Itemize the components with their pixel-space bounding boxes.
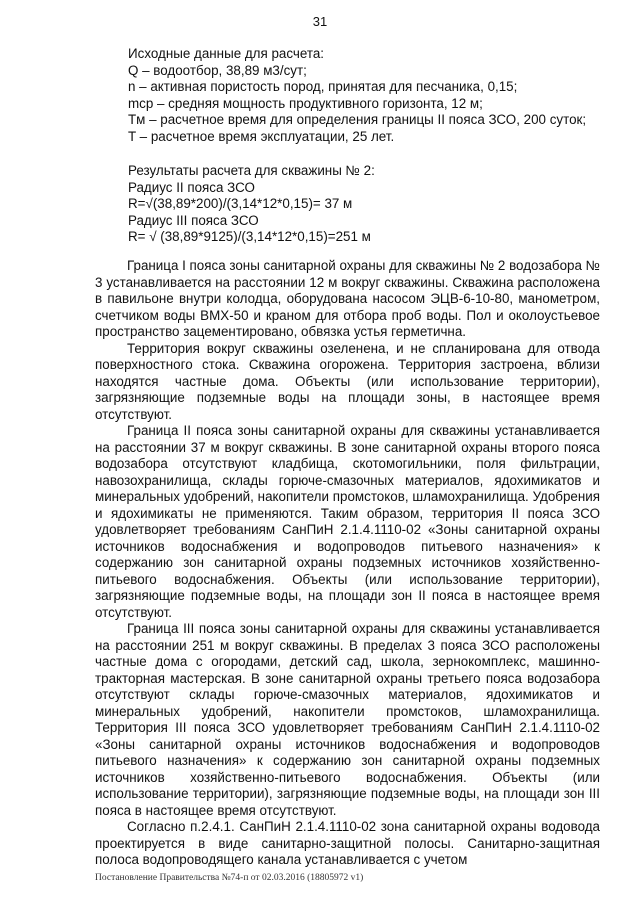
input-data-line: mср – средняя мощность продуктивного горизонта, 12 м; (128, 95, 483, 111)
results-line: Радиус III пояса ЗСО (128, 212, 259, 228)
paragraph-territory: Территория вокруг скважины озеленена, и не спланирована для отвода поверхностного стока. Скважина огорожена. Территория застроена, вблизи находятся частные дома. Объекты (или использование территории), загрязняющие подземные воды на площади зоны, в настоящее время отсутствуют. (95, 340, 600, 422)
page-number: 31 (312, 14, 328, 29)
results-block (128, 163, 598, 246)
input-data-line: Tм – расчетное время для определения границы II пояса ЗСО, 200 суток; (128, 112, 587, 128)
paragraph-water-conduit: Согласно п.2.4.1. СанПиН 2.1.4.1110-02 зона санитарной охраны водовода проектируется в виде санитарно-защитной полосы. Санитарно-защитная полоса водопроводящего канала устанавливается с учетом (95, 819, 600, 867)
input-data-block (128, 46, 598, 146)
results-heading: Результаты расчета для скважины № 2: (128, 163, 375, 178)
input-data-line: Q – водоотбор, 38,89 м3/сут; (128, 62, 307, 78)
results-line: Радиус II пояса ЗСО (128, 179, 255, 195)
input-data-line: T – расчетное время эксплуатации, 25 лет. (128, 128, 395, 144)
paragraph-zone-3: Граница III пояса зоны санитарной охраны для скважины устанавливается на расстоянии 251 м вокруг скважины. В пределах 3 пояса ЗСО расположены частные дома с огородами, детский сад, школа, зернокомплекс, машинно-тракторная мастерская. В зоне санитарной охраны третьего пояса водозабора отсутствуют склады горюче-смазочных материалов, ядохимикатов и минеральных удобрений, накопители промстоков, шламохранилища. Территория III пояса ЗСО удовлетворяет требованиям СанПиН 2.1.4.1110-02 «Зоны санитарной охраны источников водоснабжения и водопроводов питьевого назначения» к содержанию зон санитарной охраны подземных источников хозяйственно-питьевого водоснабжения. Объекты (или использование территории), загрязняющие подземные воды, на площади зон III пояса в настоящее время отсутствуют. (95, 621, 600, 818)
results-line: R=√(38,89*200)/(3,14*12*0,15)= 37 м (128, 196, 353, 212)
page-footer: Постановление Правительства №74-п от 02.03.2016 (18805972 v1) (95, 873, 364, 883)
body-text (95, 258, 600, 869)
results-line: R= √ (38,89*9125)/(3,14*12*0,15)=251 м (128, 229, 371, 245)
paragraph-zone-1: Граница I пояса зоны санитарной охраны для скважины № 2 водозабора № 3 устанавливается на расстоянии 12 м вокруг скважины. Скважина расположена в павильоне внутри колодца, оборудована насосом ЭЦВ-6-10-80, манометром, счетчиком воды ВМХ-50 и краном для отбора проб воды. Пол и околоустьевое пространство зацементировано, обвязка устья герметична. (95, 258, 600, 339)
paragraph-zone-2: Граница II пояса зоны санитарной охраны для скважины устанавливается на расстоянии 37 м вокруг скважины. В зоне санитарной охраны второго пояса водозабора отсутствуют кладбища, скотомогильники, поля фильтрации, навозохранилища, склады горюче-смазочных материалов, ядохимикатов и минеральных удобрений, накопители промстоков, шламохранилища. Удобрения и ядохимикаты не применяются. Таким образом, территория II пояса ЗСО удовлетворяет требованиям СанПиН 2.1.4.1110-02 «Зоны санитарной охраны источников водоснабжения и водопроводов питьевого назначения» к содержанию зон санитарной охраны подземных источников хозяйственно-питьевого водоснабжения. Объекты (или использование территории), загрязняющие подземные воды, на площади зон II пояса в настоящее время отсутствуют. (95, 423, 600, 620)
input-data-heading: Исходные данные для расчета: (128, 46, 325, 61)
input-data-line: n – активная пористость пород, принятая для песчаника, 0,15; (128, 79, 518, 95)
